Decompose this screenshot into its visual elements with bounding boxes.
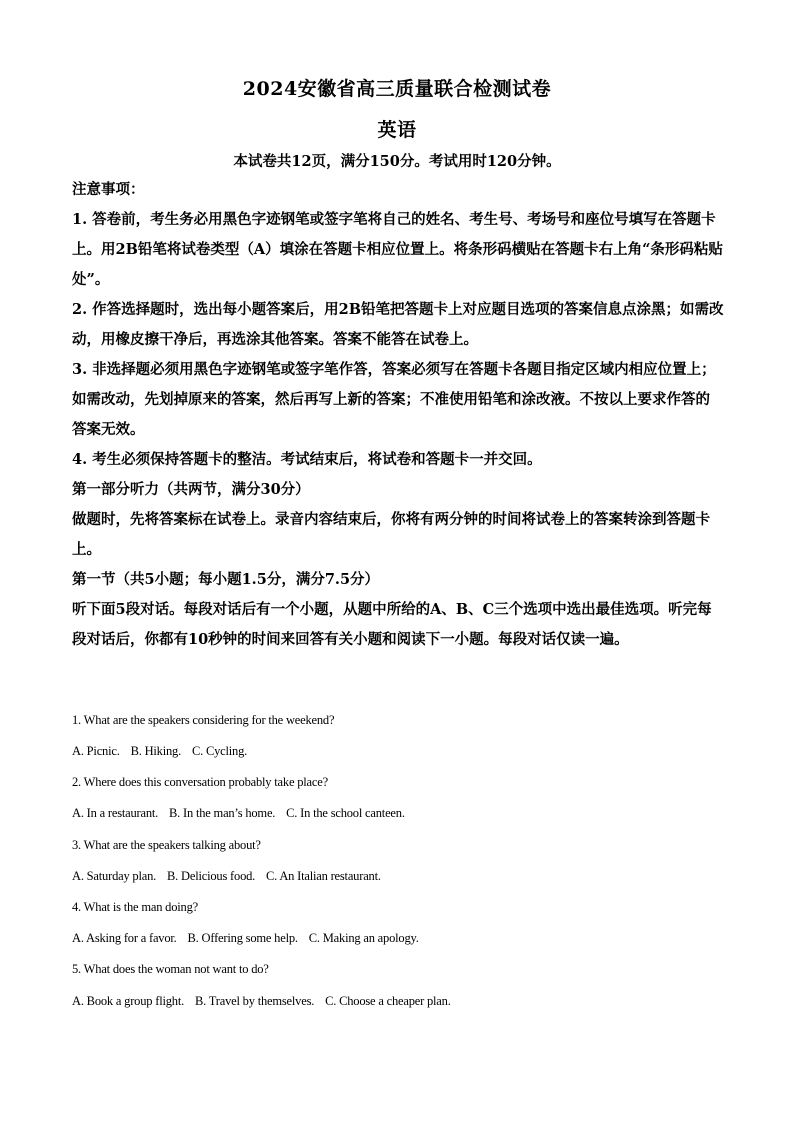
exam-info: 本试卷共12页，满分150分。考试用时120分钟。: [233, 153, 561, 170]
note-item-4: 4. 考生必须保持答题卡的整洁。考试结束后，将试卷和答题卡一并交回。: [72, 451, 542, 468]
question-options: [72, 994, 459, 1009]
question-options: [72, 869, 389, 884]
exam-title: 2024安徽省高三质量联合检测试卷: [242, 78, 552, 100]
notes-heading: 注意事项：: [72, 181, 145, 198]
option-b: B. Hiking.: [130, 744, 182, 758]
option-b: B. Travel by themselves.: [195, 994, 315, 1008]
option-a: A. Saturday plan.: [72, 869, 157, 883]
question-options: [72, 744, 255, 759]
option-a: A. Asking for a favor.: [72, 931, 177, 945]
question-stem: 2. Where does this conversation probably take place?: [72, 775, 328, 789]
question-stem: 3. What are the speakers talking about?: [72, 838, 261, 852]
part1-heading: 第一部分听力（共两节，满分30分）: [72, 481, 310, 498]
part1-instruction: 做题时，先将答案标在试卷上。录音内容结束后，你将有两分钟的时间将试卷上的答案转涂到答题卡上。: [72, 511, 710, 558]
option-c: C. An Italian restaurant.: [266, 869, 381, 883]
option-c: C. Choose a cheaper plan.: [325, 994, 451, 1008]
section1-instruction: 听下面5段对话。每段对话后有一个小题，从题中所给的A、B、C三个选项中选出最佳选项。听完每段对话后，你都有10秒钟的时间来回答有关小题和阅读下一小题。每段对话仅读一遍。: [72, 601, 712, 648]
option-a: A. In a restaurant.: [72, 806, 159, 820]
question-stem: 4. What is the man doing?: [72, 900, 198, 914]
question-stem: 5. What does the woman not want to do?: [72, 962, 269, 976]
option-a: A. Picnic.: [72, 744, 120, 758]
option-b: B. Offering some help.: [187, 931, 298, 945]
note-item-3: 3. 非选择题必须用黑色字迹钢笔或签字笔作答，答案必须写在答题卡各题目指定区域内相应位置上；如需改动，先划掉原来的答案，然后再写上新的答案；不准使用铅笔和涂改液。不按以上要求作答的答案无效。: [72, 361, 716, 438]
question-options: [72, 931, 427, 946]
note-item-2: 2. 作答选择题时，选出每小题答案后，用2B铅笔把答题卡上对应题目选项的答案信息点涂黑；如需改动，用橡皮擦干净后，再选涂其他答案。答案不能答在试卷上。: [72, 301, 724, 348]
question-stem: 1. What are the speakers considering for the weekend?: [72, 713, 335, 727]
option-c: C. Cycling.: [191, 744, 248, 758]
question-options: [72, 806, 413, 821]
section1-heading: 第一节（共5小题；每小题1.5分，满分7.5分）: [72, 571, 380, 588]
subject-title: 英语: [377, 119, 417, 141]
option-a: A. Book a group flight.: [72, 994, 185, 1008]
option-c: C. In the school canteen.: [286, 806, 405, 820]
option-b: B. In the man’s home.: [169, 806, 276, 820]
notes-section: [72, 175, 724, 655]
note-item-1: 1. 答卷前，考生务必用黑色字迹钢笔或签字笔将自己的姓名、考生号、考场号和座位号填写在答题卡上。用2B铅笔将试卷类型（A）填涂在答题卡相应位置上。将条形码横贴在答题卡右上角“条形码粘贴处”。: [72, 211, 723, 288]
option-b: B. Delicious food.: [167, 869, 256, 883]
option-c: C. Making an apology.: [308, 931, 419, 945]
